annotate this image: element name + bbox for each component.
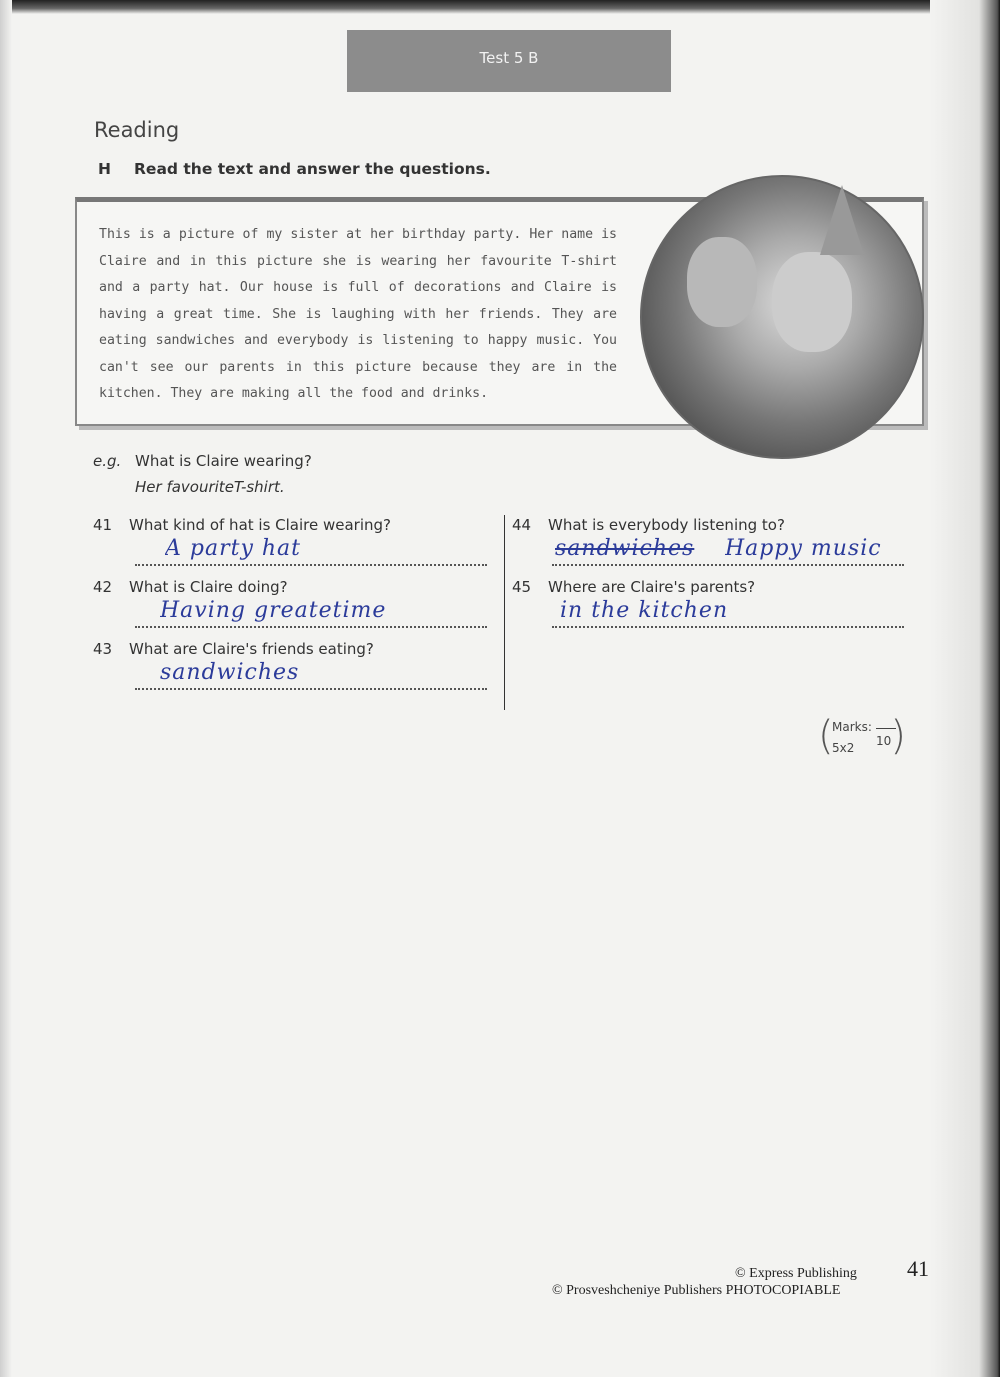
copyright-express: © Express Publishing xyxy=(735,1266,857,1281)
handwritten-answer-44: Happy music xyxy=(725,537,882,561)
question-43 xyxy=(93,640,374,658)
scan-edge-right xyxy=(930,0,1000,1377)
example-label: e.g. xyxy=(93,452,122,470)
example-answer: Her favouriteT-shirt. xyxy=(135,478,285,496)
question-42 xyxy=(93,578,288,596)
question-text: What kind of hat is Claire wearing? xyxy=(129,516,392,534)
question-number: 41 xyxy=(93,516,113,534)
question-44 xyxy=(512,516,785,534)
question-number: 42 xyxy=(93,578,113,596)
column-divider xyxy=(504,515,505,710)
section-title: Reading xyxy=(94,118,180,142)
instruction-text: Read the text and answer the questions. xyxy=(134,160,491,178)
paren-right: ) xyxy=(890,713,906,759)
scan-edge-top xyxy=(0,0,1000,14)
question-number: 44 xyxy=(512,516,532,534)
copyright-prosveshcheniye: © Prosveshcheniye Publishers PHOTOCOPIABLE xyxy=(552,1283,841,1298)
question-number: 45 xyxy=(512,578,532,596)
crossed-out-answer-44: sandwiches xyxy=(555,537,695,561)
question-number: 43 xyxy=(93,640,113,658)
party-photo xyxy=(640,175,924,459)
page-number: 41 xyxy=(907,1256,929,1281)
answer-line-44[interactable] xyxy=(552,564,904,566)
handwritten-answer-42: Having greatetime xyxy=(160,599,387,623)
handwritten-answer-45: in the kitchen xyxy=(560,599,729,623)
marks-scheme: 5x2 xyxy=(832,741,855,755)
question-text: What is everybody listening to? xyxy=(548,516,785,534)
girl-figure xyxy=(772,252,852,352)
marks-total: 10 xyxy=(876,734,892,748)
question-text: What is Claire doing? xyxy=(129,578,288,596)
marks-label: Marks: xyxy=(832,720,872,734)
question-41 xyxy=(93,516,391,534)
scan-edge-left xyxy=(0,0,12,1377)
handwritten-answer-41: A party hat xyxy=(165,537,301,561)
handwritten-answer-43: sandwiches xyxy=(160,661,300,685)
question-text: What are Claire's friends eating? xyxy=(129,640,374,658)
question-text: Where are Claire's parents? xyxy=(548,578,756,596)
test-header-tab: Test 5 B xyxy=(347,30,671,92)
question-45 xyxy=(512,578,755,596)
answer-line-42[interactable] xyxy=(135,626,487,628)
answer-line-41[interactable] xyxy=(135,564,487,566)
section-letter: H xyxy=(98,160,111,178)
marks-box xyxy=(818,714,906,762)
passage-text: This is a picture of my sister at her birthday party. Her name is Claire and in this picture she is wearing her favourite T-shirt and a party hat. Our house is full of decorations and Claire is having a great time. She is laughing with her friends. They are eating sandwiches and everybody is listening to happy music. You can't see our parents in this picture because they are in the kitchen. They are making all the food and drinks. xyxy=(99,227,617,401)
instruction xyxy=(98,160,491,178)
example xyxy=(93,452,312,496)
answer-line-43[interactable] xyxy=(135,688,487,690)
example-question: What is Claire wearing? xyxy=(135,452,312,470)
answer-line-45[interactable] xyxy=(552,626,904,628)
party-hat-shape xyxy=(820,185,864,255)
paren-left: ( xyxy=(818,713,834,759)
boy-figure xyxy=(687,237,757,327)
